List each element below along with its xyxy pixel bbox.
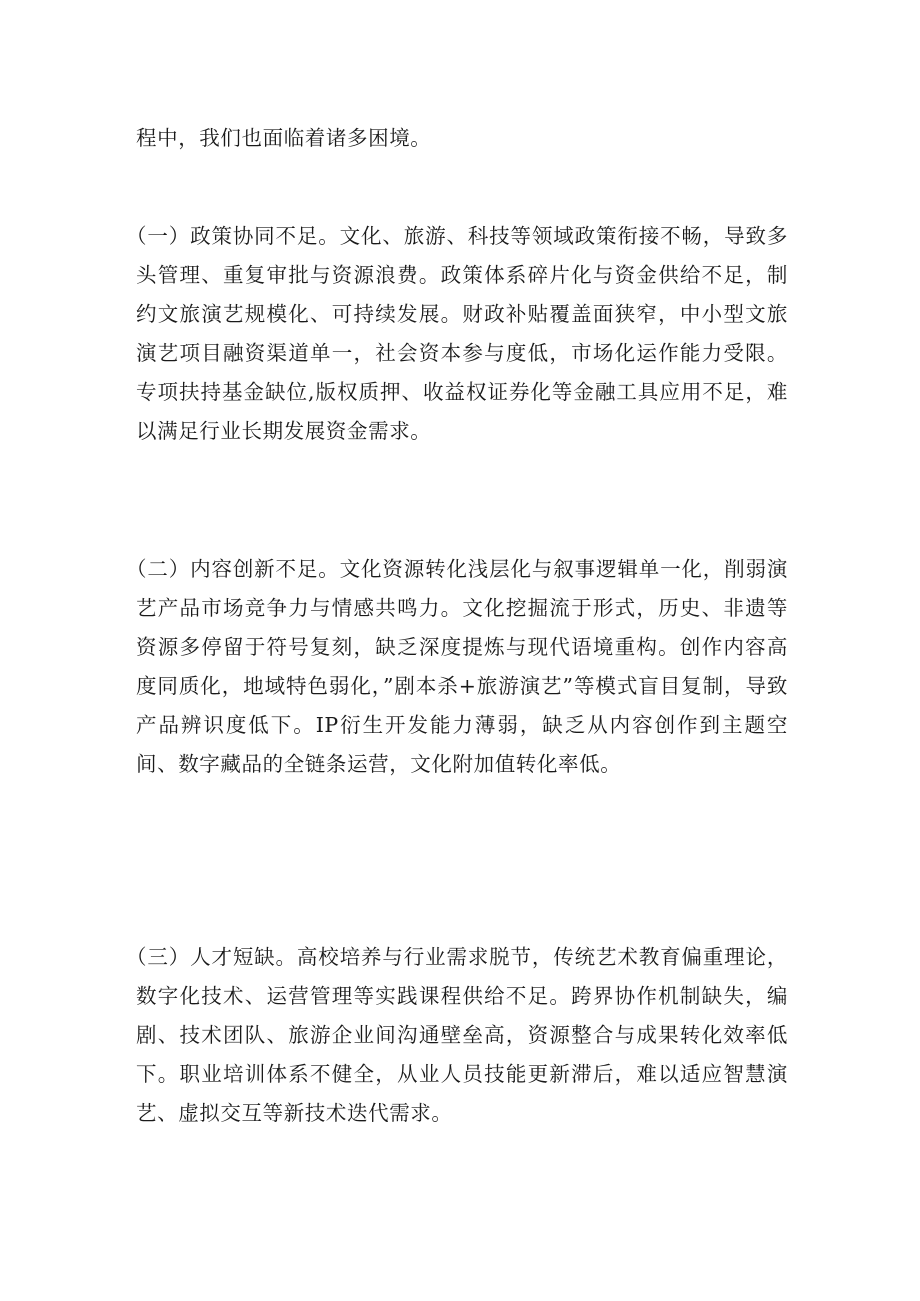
paragraph-content-innovation: （二）内容创新不足。文化资源转化浅层化与叙事逻辑单一化，削弱演艺产品市场竞争力与情感共鸣力。文化挖掘流于形式，历史、非遗等资源多停留于符号复刻，缺乏深度提炼与现代语境重构。创作内容高度同质化，地域特色弱化，”剧本杀+旅游演艺”等模式盲目复制，导致产品辨识度低下。IP衍生开发能力薄弱，缺乏从内容创作到主题空间、数字藏品的全链条运营，文化附加值转化率低。	[126, 557, 788, 776]
paragraph-policy-coordination: （一）政策协同不足。文化、旅游、科技等领域政策衔接不畅，导致多头管理、重复审批与资源浪费。政策体系碎片化与资金供给不足，制约文旅演艺规模化、可持续发展。财政补贴覆盖面狭窄，中小型文旅演艺项目融资渠道单一，社会资本参与度低，市场化运作能力受限。专项扶持基金缺位,版权质押、收益权证券化等金融工具应用不足，难以满足行业长期发展资金需求。	[126, 224, 788, 443]
paragraph-continuation: 程中，我们也面临着诸多困境。	[136, 126, 432, 150]
paragraph-talent-shortage: （三）人才短缺。高校培养与行业需求脱节，传统艺术教育偏重理论，数字化技术、运营管理等实践课程供给不足。跨界协作机制缺失，编剧、技术团队、旅游企业间沟通壁垒高，资源整合与成果转化效率低下。职业培训体系不健全，从业人员技能更新滞后，难以适应智慧演艺、虚拟交互等新技术迭代需求。	[126, 945, 788, 1125]
